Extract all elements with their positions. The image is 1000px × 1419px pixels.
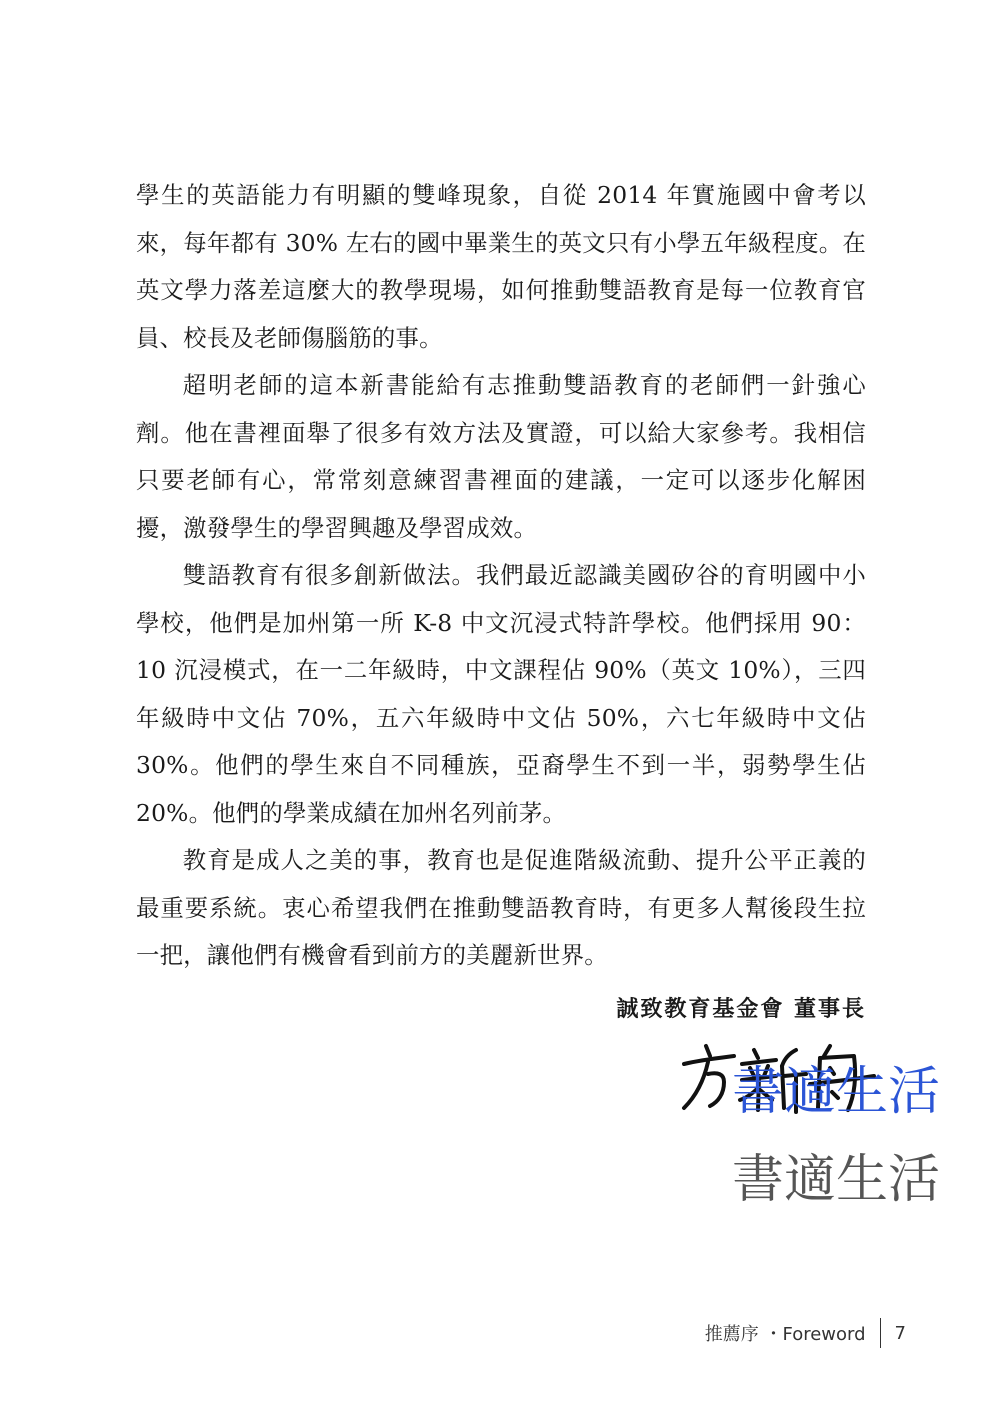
- watermark-gray: 書適生活: [732, 1150, 941, 1210]
- paragraph: 超明老師的這本新書能給有志推動雙語教育的老師們一針強心劑。他在書裡面舉了很多有效方法及實證，可以給大家參考。我相信只要老師有心，常常刻意練習書裡面的建議，一定可以逐步化解困擾，激發學生的學習興趣及學習成效。: [136, 371, 866, 542]
- signoff-title: 誠致教育基金會 董事長: [616, 996, 866, 1022]
- footer-section-title: 推薦序 ・Foreword: [704, 1324, 866, 1345]
- paragraph: 教育是成人之美的事，教育也是促進階級流動、提升公平正義的最重要系統。衷心希望我們在推動雙語教育時，有更多人幫後段生拉一把，讓他們有機會看到前方的美麗新世界。: [136, 846, 866, 969]
- footer-divider: [880, 1318, 881, 1348]
- watermark-blue: 書適生活: [732, 1062, 941, 1122]
- foreword-body: [136, 172, 866, 980]
- paragraph-continued: 學生的英語能力有明顯的雙峰現象，自從 2014 年實施國中會考以來，每年都有 30% 左右的國中畢業生的英文只有小學五年級程度。在英文學力落差這麼大的教學現場，如何推動雙語教育是每一位教育官員、校長及老師傷腦筋的事。: [136, 181, 866, 352]
- paragraph: 雙語教育有很多創新做法。我們最近認識美國矽谷的育明國中小學校，他們是加州第一所 K-8 中文沉浸式特許學校。他們採用 90：10 沉浸模式，在一二年級時，中文課程佔 90%（英文 10%），三四年級時中文佔 70%，五六年級時中文佔 50%，六七年級時中文佔 30%。他們的學生來自不同種族，亞裔學生不到一半，弱勢學生佔 20%。他們的學業成績在加州名列前茅。: [136, 561, 866, 827]
- page-number: 7: [894, 1322, 906, 1344]
- page-footer: [705, 1318, 906, 1348]
